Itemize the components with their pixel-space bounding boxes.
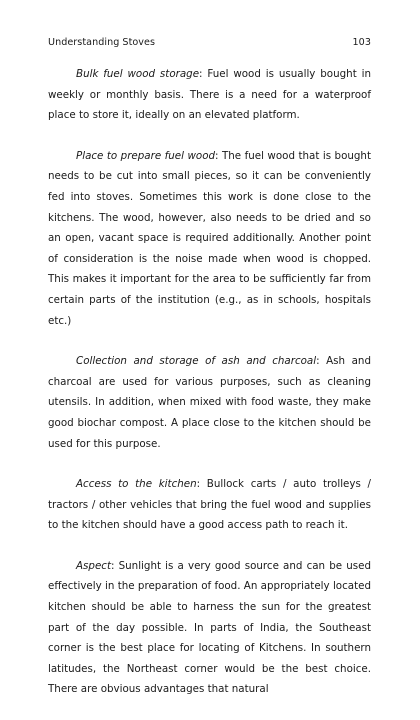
paragraph-aspect	[48, 556, 371, 700]
paragraph-lead: Aspect	[76, 559, 111, 572]
paragraph-lead: Collection and storage of ash and charcoal	[76, 355, 317, 368]
paragraph-body: : Ash and charcoal are used for various purposes, such as cleaning utensils. In addition, when mixed with food waste, they make good biochar compost. A place close to the kitchen should be used for this purpose.	[48, 355, 371, 450]
body-text	[48, 64, 371, 720]
paragraph-ash-and-charcoal	[48, 351, 371, 454]
paragraph-access-to-kitchen	[48, 474, 371, 536]
running-title: Understanding Stoves	[48, 37, 156, 48]
page-number: 103	[352, 37, 371, 48]
paragraph-place-to-prepare-fuel-wood	[48, 146, 371, 331]
paragraph-bulk-fuel-wood-storage	[48, 64, 371, 126]
paragraph-body: : Sunlight is a very good source and can be used effectively in the preparation of food. An appropriately located kitchen should be able to harness the sun for the greatest part of the day possible. In parts of India, the Southeast corner is the best place for locating of Kitchens. In southern latitudes, the Northeast corner would be the best choice. There are obvious advantages that natural	[48, 559, 371, 696]
paragraph-body: : Bullock carts / auto trolleys / tractors / other vehicles that bring the fuel wood and supplies to the kitchen should have a good access path to reach it.	[48, 478, 371, 532]
paragraph-lead: Bulk fuel wood storage	[76, 68, 200, 80]
paragraph-lead: Place to prepare fuel wood	[76, 149, 216, 162]
running-header	[48, 37, 371, 51]
paragraph-lead: Access to the kitchen	[76, 478, 197, 491]
paragraph-body: : Fuel wood is usually bought in weekly or monthly basis. There is a need for a waterproof place to store it, ideally on an elevated platform.	[48, 68, 371, 122]
paragraph-body: : The fuel wood that is bought needs to be cut into small pieces, so it can be conveniently fed into stoves. Sometimes this work is done close to the kitchens. The wood, however, also needs to be dried and so an open, vacant space is required additionally. Another point of consideration is the noise made when wood is chopped. This makes it important for the area to be sufficiently far from certain parts of the institution (e.g., as in schools, hospitals etc.)	[48, 149, 371, 327]
